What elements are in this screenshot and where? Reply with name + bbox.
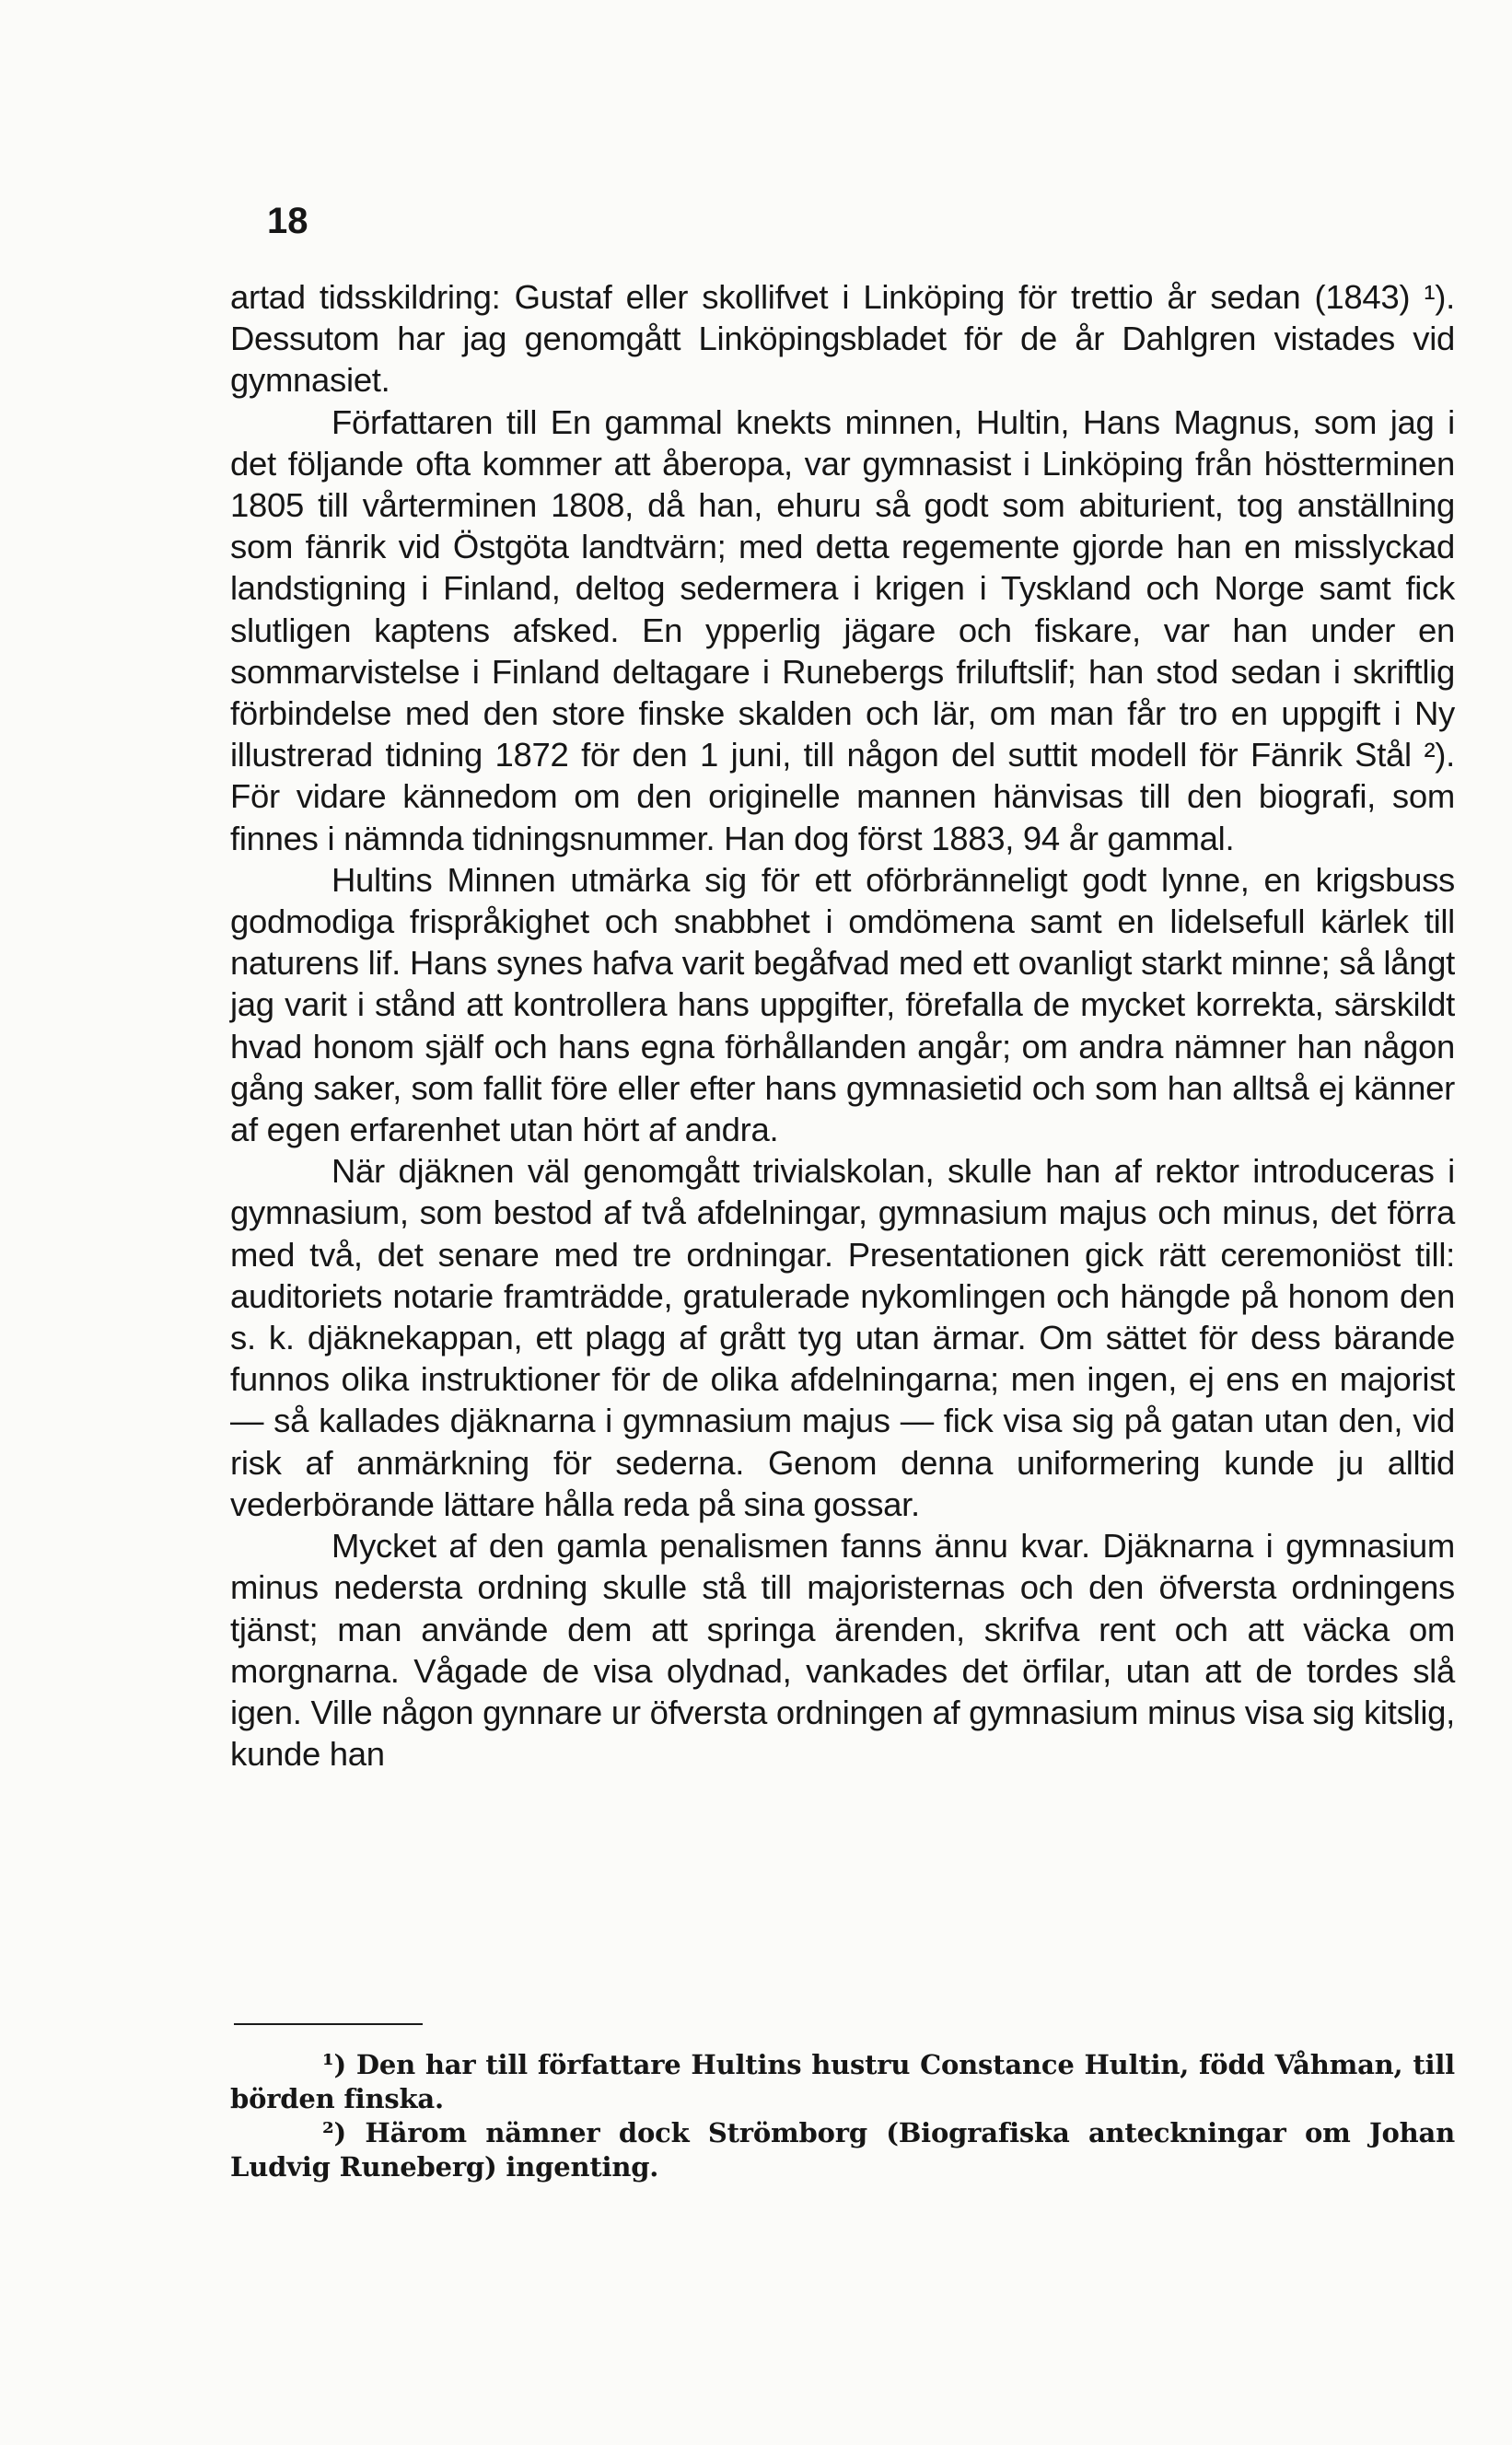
paragraph: Hultins Minnen utmärka sig för ett oförbränneligt godt lynne, en krigsbuss godmodiga frispråkighet och snabbhet i omdömena samt en lidelsefull kärlek till naturens lif. Hans synes hafva varit begåfvad med ett ovanligt starkt minne; så långt jag varit i stånd att kontrollera hans uppgifter, förefalla de mycket korrekta, särskildt hvad honom själf och hans egna förhållanden angår; om andra nämner han någon gång saker, som fallit före eller efter hans gymnasietid och som han alltså ej känner af egen erfarenhet utan hört af andra.	[230, 860, 1455, 1149]
paragraph: När djäknen väl genomgått trivialskolan, skulle han af rektor introduceras i gymnasium, som bestod af två afdelningar, gymnasium majus och minus, det förra med två, det senare med tre ordningar. Presentationen gick rätt ceremoniöst till: auditoriets notarie framträdde, gratulerade nykomlingen och hängde på honom den s. k. djäknekappan, ett plagg af grått tyg utan ärmar. Om sättet för dess bärande funnos olika instruktioner för de olika afdelningarna; men ingen, ej ens en majorist — så kallades djäknarna i gymnasium majus — fick visa sig på gatan utan den, vid risk af anmärkning för sederna. Genom denna uniformering kunde ju alltid vederbörande lättare hålla reda på sina gossar.	[230, 1152, 1455, 1523]
footnotes	[230, 2048, 1455, 2184]
page-number: 18	[267, 201, 308, 241]
footnote: ²) Härom nämner dock Strömborg (Biografiska anteckningar om Johan Ludvig Runeberg) ingenting.	[230, 2117, 1455, 2183]
footnote-divider	[234, 2023, 423, 2025]
paragraph: Mycket af den gamla penalismen fanns ännu kvar. Djäknarna i gymnasium minus nedersta ordning skulle stå till majoristernas och den öfversta ordningens tjänst; man använde dem att springa ärenden, skrifva rent och att väcka om morgnarna. Vågade de visa olydnad, vankades det örfilar, utan att de tordes slå igen. Ville någon gynnare ur öfversta ordningen af gymnasium minus visa sig kitslig, kunde han	[230, 1527, 1455, 1774]
footnote: ¹) Den har till författare Hultins hustru Constance Hultin, född Våhman, till börden finska.	[230, 2049, 1455, 2114]
paragraph: Författaren till En gammal knekts minnen, Hultin, Hans Magnus, som jag i det följande ofta kommer att åberopa, var gymnasist i Linköping från höstterminen 1805 till vårterminen 1808, då han, ehuru så godt som abiturient, tog anställning som fänrik vid Östgöta landtvärn; med detta regemente gjorde han en misslyckad landstigning i Finland, deltog sedermera i krigen i Tyskland och Norge samt fick slutligen kaptens afsked. En ypperlig jägare och fiskare, var han under en sommarvistelse i Finland deltagare i Runebergs friluftslif; han stod sedan i skriftlig förbindelse med den store finske skalden och lär, om man får tro en uppgift i Ny illustrerad tidning 1872 för den 1 juni, till någon del suttit modell för Fänrik Stål ²). För vidare kännedom om den originelle mannen hänvisas till den biografi, som finnes i nämnda tidningsnummer. Han dog först 1883, 94 år gammal.	[230, 402, 1455, 857]
body-text	[230, 276, 1455, 1775]
paragraph: artad tidsskildring: Gustaf eller skollifvet i Linköping för trettio år sedan (1843) ¹). Dessutom har jag genomgått Linköpingsbladet för de år Dahlgren vistades vid gymnasiet.	[230, 278, 1455, 400]
